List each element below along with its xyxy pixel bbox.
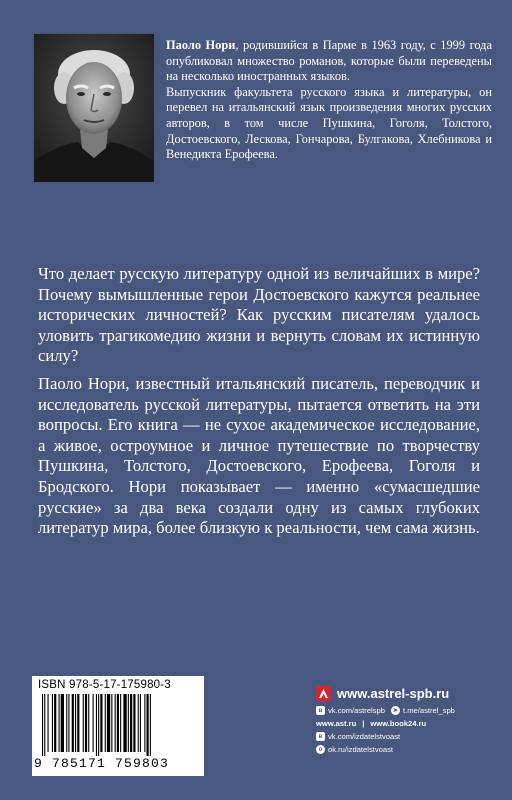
barcode-bar <box>150 694 151 756</box>
barcode-bar <box>48 694 49 752</box>
isbn-number: ISBN 978-5-17-175980-3 <box>38 679 171 691</box>
sites-row <box>316 719 496 728</box>
blurb-paragraph-2: Паоло Нори, известный итальянский писатель, переводчик и исследователь русской литературы, пытается ответить на эти вопросы. Его книга — не сухое академическое исследование, а живое, остроумное и личное путешествие по творчеству Пушкина, Толстого, Достоевского, Ерофеева, Гоголя и Бродского. Нори показывает — именно «сумасшедшие русские» за два века создали одну из самых глубоких литератур мира, более близкую к реальности, чем сама жизнь. <box>38 374 480 538</box>
barcode-bar <box>93 694 94 752</box>
barcode-digits: 9 785171 759803 <box>34 756 170 771</box>
barcode-bar <box>123 694 126 752</box>
barcode-bar <box>111 694 112 752</box>
barcode-bar <box>100 694 102 752</box>
barcode-bar <box>66 694 67 752</box>
barcode-bar <box>59 694 60 752</box>
astrel-logo-icon <box>316 686 331 701</box>
barcode-bar <box>105 694 106 752</box>
telegram-link[interactable]: t.me/astrel_spb <box>402 706 455 715</box>
barcode-bar <box>128 694 129 752</box>
barcode-bar <box>120 694 121 752</box>
barcode-bar <box>107 694 110 752</box>
isbn-barcode <box>32 676 204 776</box>
barcode-bar <box>83 694 84 752</box>
blurb-questions <box>38 264 480 367</box>
social-row-3 <box>316 745 496 754</box>
barcode-bar <box>44 694 45 756</box>
barcode-bar <box>98 694 99 756</box>
barcode-bar <box>88 694 89 752</box>
publisher-links <box>316 684 496 754</box>
telegram-icon: ➤ <box>392 708 398 714</box>
odnoklassniki-icon: о <box>316 745 325 754</box>
barcode-bar <box>130 694 132 752</box>
vk-icon-2: в <box>316 732 325 741</box>
ast-link[interactable]: www.ast.ru <box>316 719 357 728</box>
author-name: Паоло Нори <box>166 38 236 52</box>
site-url[interactable]: www.astrel-spb.ru <box>337 685 450 701</box>
barcode-bar <box>140 694 141 752</box>
book24-link[interactable]: www.book24.ru <box>370 719 427 728</box>
ok-izdatelstvoast-link[interactable]: ok.ru/izdatelstvoast <box>328 745 393 754</box>
blurb-paragraph-1: Что делает русскую литературу одной из величайших в мире? Почему вымышленные герои Достоевского кажутся реальнее исторических личностей? Как русским писателям удалось уловить трагикомедию жизни и вернуть словам их истинную силу? <box>38 264 480 366</box>
barcode-bar <box>147 694 149 756</box>
barcode-bar <box>75 694 76 752</box>
barcode-bars <box>38 694 198 756</box>
vk-astrelspb-link[interactable]: vk.com/astrelspb <box>328 706 385 715</box>
barcode-bar <box>117 694 119 752</box>
barcode-bar <box>115 694 116 752</box>
social-row-1 <box>316 706 496 715</box>
barcode-bar <box>68 694 69 752</box>
barcode-bar <box>133 694 135 752</box>
author-portrait <box>34 34 154 182</box>
barcode-bar <box>42 694 43 756</box>
barcode-bar <box>61 694 64 752</box>
barcode-bar <box>144 694 145 752</box>
author-bio-intro: , родившийся в Парме в 1963 году, с 1999 года опубликовал множество романов, которые были переведены на несколько иностранных языков. <box>166 38 492 84</box>
author-bio-education: Выпускник факультета русского языка и литературы, он перевел на итальянский язык произведения многих русских авторов, в том числе Пушкина, Гоголя, Толстого, Достоевского, Лескова, Гончарова, Булгакова, Хлебникова и Венедикта Ерофеева. <box>166 84 492 162</box>
barcode-bar <box>138 694 139 752</box>
blurb-description <box>38 374 480 539</box>
vk-icon: в <box>316 706 325 715</box>
publisher-site[interactable] <box>316 684 496 702</box>
barcode-bar <box>52 694 53 752</box>
barcode-bar <box>77 694 79 752</box>
vk-izdatelstvoast-link[interactable]: vk.com/izdatelstvoast <box>328 732 401 741</box>
barcode-bar <box>54 694 56 752</box>
link-separator: | <box>362 719 365 728</box>
barcode-bar <box>96 694 97 756</box>
barcode-bar <box>72 694 74 752</box>
barcode-bar <box>85 694 87 752</box>
author-bio <box>166 38 492 163</box>
social-row-2 <box>316 732 496 741</box>
